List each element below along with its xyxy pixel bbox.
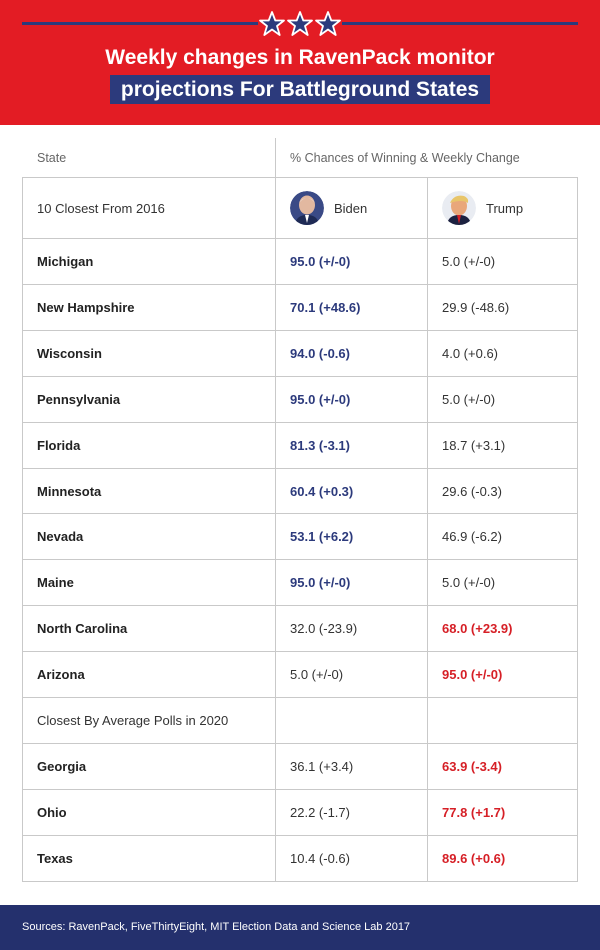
state-name: Ohio xyxy=(37,805,67,820)
biden-value: 60.4 (+0.3) xyxy=(290,483,354,499)
biden-value: 5.0 (+/-0) xyxy=(290,667,344,682)
trump-value: 89.6 (+0.6) xyxy=(442,851,506,866)
header-rule-left xyxy=(22,22,258,25)
title-line-2: projections For Battleground States xyxy=(110,75,490,104)
trump-value: 29.9 (-48.6) xyxy=(442,300,510,315)
state-name: New Hampshire xyxy=(37,300,135,315)
table-row xyxy=(22,652,578,698)
state-name: Georgia xyxy=(37,759,87,774)
biden-value: 95.0 (+/-0) xyxy=(290,254,351,269)
trump-avatar xyxy=(442,191,476,225)
table-row xyxy=(22,423,578,469)
biden-value: 95.0 (+/-0) xyxy=(290,575,351,590)
group-label-2020: Closest By Average Polls in 2020 xyxy=(37,713,229,728)
trump-value: 4.0 (+0.6) xyxy=(442,346,499,361)
col-header-state: State xyxy=(37,150,67,165)
biden-value: 36.1 (+3.4) xyxy=(290,759,354,774)
biden-value: 22.2 (-1.7) xyxy=(290,805,350,820)
candidate-trump-name: Trump xyxy=(486,200,524,216)
state-name: Minnesota xyxy=(37,483,102,499)
biden-value: 95.0 (+/-0) xyxy=(290,392,351,407)
trump-value: 77.8 (+1.7) xyxy=(442,805,506,820)
biden-avatar xyxy=(290,191,324,225)
state-name: Pennsylvania xyxy=(37,392,121,407)
state-name: Michigan xyxy=(37,254,94,269)
biden-value: 10.4 (-0.6) xyxy=(290,851,350,866)
title-line-1: Weekly changes in RavenPack monitor xyxy=(105,46,495,69)
table-header-row xyxy=(22,138,578,178)
state-name: Arizona xyxy=(37,667,85,682)
trump-value: 18.7 (+3.1) xyxy=(442,438,506,453)
table-row xyxy=(22,377,578,423)
trump-value: 29.6 (-0.3) xyxy=(442,483,502,499)
trump-value: 95.0 (+/-0) xyxy=(442,667,503,682)
table-row xyxy=(22,744,578,790)
trump-value: 5.0 (+/-0) xyxy=(442,575,496,590)
header-rule-right xyxy=(342,22,578,25)
candidate-trump xyxy=(427,178,578,238)
biden-value: 81.3 (-3.1) xyxy=(290,438,350,453)
candidates-row xyxy=(22,178,578,239)
state-name: Texas xyxy=(37,851,73,866)
group-label-2016: 10 Closest From 2016 xyxy=(37,200,165,216)
table-row xyxy=(22,331,578,377)
sources-footer: Sources: RavenPack, FiveThirtyEight, MIT Election Data and Science Lab 2017 xyxy=(0,905,600,950)
table-row xyxy=(22,606,578,652)
biden-value: 70.1 (+48.6) xyxy=(290,300,361,315)
state-name: Maine xyxy=(37,575,74,590)
table-row xyxy=(22,836,578,882)
candidate-biden xyxy=(275,178,427,238)
table-row xyxy=(22,560,578,606)
biden-value: 32.0 (-23.9) xyxy=(290,621,358,636)
candidate-biden-name: Biden xyxy=(334,200,368,216)
biden-value: 53.1 (+6.2) xyxy=(290,529,354,544)
stars-icon xyxy=(258,10,342,38)
trump-value: 63.9 (-3.4) xyxy=(442,759,502,774)
header-banner xyxy=(0,0,600,125)
state-name: Wisconsin xyxy=(37,346,102,361)
table-row xyxy=(22,239,578,285)
table-row xyxy=(22,514,578,560)
trump-value: 46.9 (-6.2) xyxy=(442,529,502,544)
trump-value: 5.0 (+/-0) xyxy=(442,392,496,407)
state-name: Nevada xyxy=(37,529,84,544)
table-row xyxy=(22,790,578,836)
state-name: Florida xyxy=(37,438,81,453)
state-name: North Carolina xyxy=(37,621,128,636)
trump-value: 68.0 (+23.9) xyxy=(442,621,513,636)
trump-value: 5.0 (+/-0) xyxy=(442,254,496,269)
table-row xyxy=(22,285,578,331)
col-header-chances: % Chances of Winning & Weekly Change xyxy=(290,150,520,165)
group-row-2020 xyxy=(22,698,578,744)
table-row xyxy=(22,469,578,514)
biden-value: 94.0 (-0.6) xyxy=(290,346,350,361)
